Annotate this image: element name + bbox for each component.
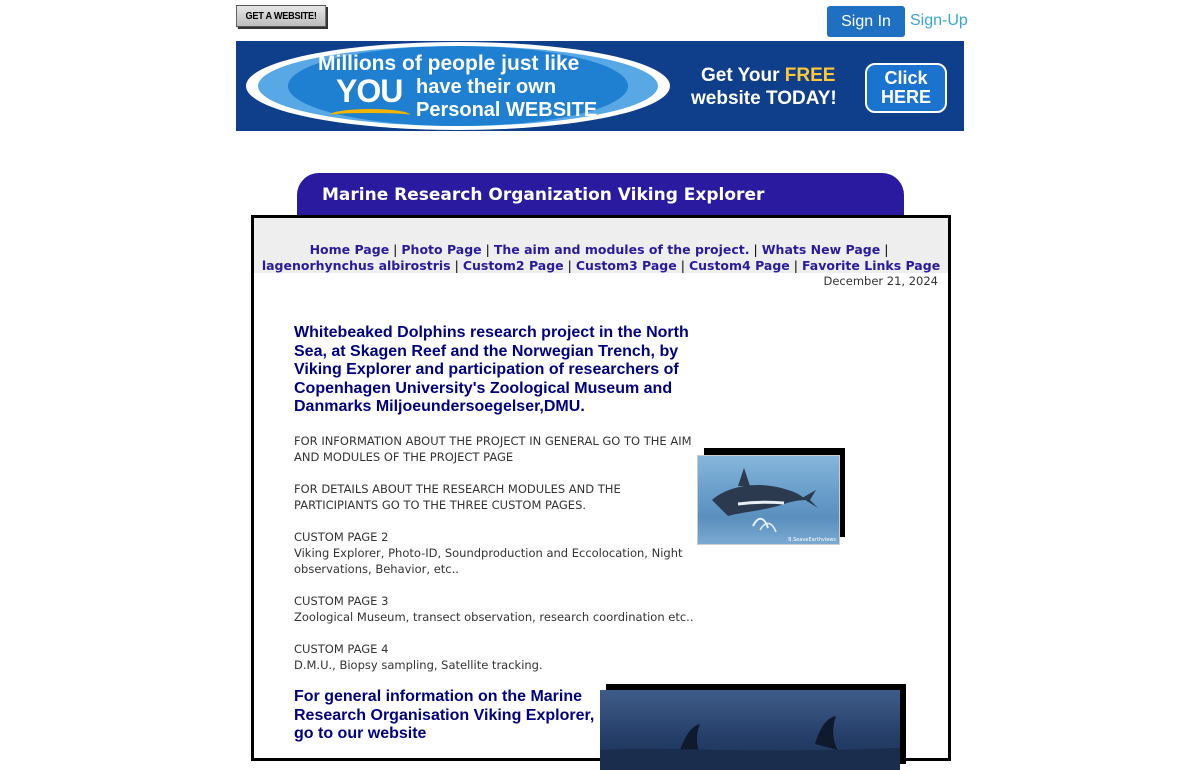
banner-free: FREE (784, 65, 836, 86)
nav-link-custom3[interactable]: Custom3 Page (575, 258, 677, 273)
site-title-tab (297, 173, 904, 216)
nav-row-1 (254, 242, 948, 257)
nav-link-favorite-links[interactable]: Favorite Links Page (802, 258, 941, 273)
custom-page-4-text: D.M.U., Biopsy sampling, Satellite tracking. (294, 657, 543, 672)
dolphins-sea-photo (600, 690, 900, 770)
banner-here-text: HERE (880, 87, 931, 107)
banner-text-you: YOU (336, 73, 403, 109)
website-info-heading[interactable]: For general information on the Marine Research Organisation Viking Explorer, go to our website (294, 688, 595, 742)
banner-get-prefix: Get Your (701, 65, 785, 86)
dolphin-illustration (698, 456, 839, 544)
nav-link-whats-new[interactable]: Whats New Page (761, 242, 881, 257)
banner-click-text: Click (884, 68, 928, 88)
custom-page-3-title: CUSTOM PAGE 3 (294, 593, 389, 608)
dolphin-photo (697, 455, 840, 545)
banner-swoosh (330, 109, 410, 121)
project-heading: Whitebeaked Dolphins research project in the North Sea, at Skagen Reef and the Norwegian Trench, by Viking Explorer and participation of researchers of Copenhagen University's Zoological Museum and Danmarks Miljoeundersoegelser,DMU. (294, 324, 689, 415)
nav-separator: | (567, 258, 572, 273)
banner-click-here-button[interactable] (865, 63, 947, 113)
nav-separator: | (485, 242, 490, 257)
page-title: Marine Research Organization Viking Explorer (322, 185, 765, 205)
nav-separator: | (884, 242, 889, 257)
dolphin-fins-illustration (600, 690, 900, 770)
custom-page-2-text: Viking Explorer, Photo-ID, Soundproduction and Eccolocation, Night observations, Behavior, etc.. (294, 545, 683, 576)
custom-page-2-title: CUSTOM PAGE 2 (294, 529, 389, 544)
nav-separator: | (793, 258, 798, 273)
custom-page-3-text: Zoological Museum, transect observation, research coordination etc.. (294, 609, 694, 624)
nav-separator: | (393, 242, 398, 257)
page-date: December 21, 2024 (823, 274, 938, 288)
nav-link-aim-modules[interactable]: The aim and modules of the project. (493, 242, 750, 257)
nav-link-photo[interactable]: Photo Page (401, 242, 482, 257)
nav-bar (254, 218, 948, 273)
nav-link-home[interactable]: Home Page (309, 242, 390, 257)
nav-separator: | (454, 258, 459, 273)
promo-banner[interactable] (236, 41, 964, 131)
sign-in-button[interactable]: Sign In (827, 6, 905, 37)
banner-website-today: website TODAY! (691, 88, 837, 109)
nav-link-custom2[interactable]: Custom2 Page (462, 258, 564, 273)
banner-text-line3: Personal WEBSITE (416, 99, 598, 121)
banner-get-your-free (701, 65, 835, 87)
sign-up-link[interactable]: Sign-Up (910, 12, 968, 29)
photo-credit: B.SeaveEarthviews (788, 537, 836, 543)
info-paragraph: FOR INFORMATION ABOUT THE PROJECT IN GENERAL GO TO THE AIM AND MODULES OF THE PROJECT PAGE (294, 433, 692, 464)
content-column (294, 324, 694, 673)
nav-separator: | (753, 242, 758, 257)
nav-link-lagenorhynchus[interactable]: lagenorhynchus albirostris (261, 258, 451, 273)
nav-row-2 (254, 258, 948, 273)
get-a-website-button[interactable]: GET A WEBSITE! (236, 5, 326, 27)
banner-text-line1: Millions of people just like (318, 52, 580, 75)
custom-page-4-title: CUSTOM PAGE 4 (294, 641, 389, 656)
website-info-block (294, 688, 604, 744)
details-paragraph: FOR DETAILS ABOUT THE RESEARCH MODULES AND THE PARTICIPIANTS GO TO THE THREE CUSTOM PAGES. (294, 481, 621, 512)
main-content-box (251, 215, 951, 761)
banner-text-line2: have their own (416, 76, 557, 98)
nav-link-custom4[interactable]: Custom4 Page (688, 258, 790, 273)
nav-separator: | (680, 258, 685, 273)
